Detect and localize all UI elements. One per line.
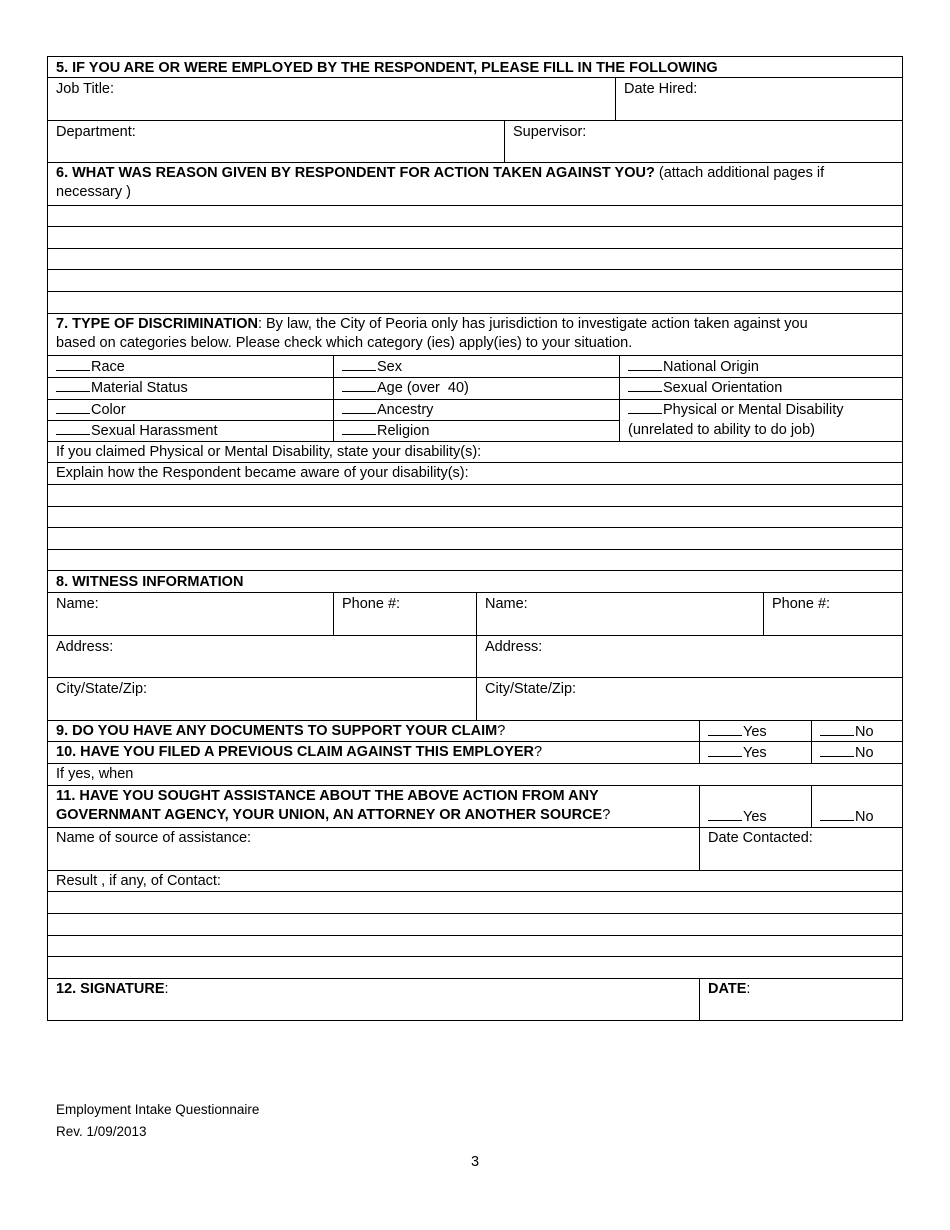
- disability-note: (unrelated to ability to do job): [628, 422, 815, 438]
- section11-no-label: No: [855, 809, 874, 825]
- signature-date-field[interactable]: [699, 979, 902, 1020]
- result-answer-line[interactable]: [47, 892, 903, 914]
- result-answer-line[interactable]: [47, 936, 903, 957]
- section5-heading-row: [47, 56, 903, 78]
- witness2-address-field[interactable]: Address:: [476, 636, 902, 677]
- witness2-phone-field[interactable]: Phone #:: [763, 593, 902, 635]
- checkbox-national-origin[interactable]: [620, 356, 902, 377]
- section6-heading: [48, 163, 902, 205]
- label-disability: Physical or Mental Disability: [663, 402, 844, 418]
- section9-heading: 9. DO YOU HAVE ANY DOCUMENTS TO SUPPORT YOUR CLAIM: [56, 723, 498, 739]
- label-sexual-orientation: Sexual Orientation: [663, 380, 783, 396]
- date-contacted-field[interactable]: Date Contacted:: [699, 828, 902, 870]
- section8-heading: 8. WITNESS INFORMATION: [56, 574, 244, 590]
- checkbox-age[interactable]: [334, 378, 619, 399]
- section7-heading-row: [47, 314, 903, 356]
- section10-yes[interactable]: [699, 742, 811, 763]
- witness2-name-field[interactable]: Name:: [476, 593, 763, 635]
- section11-heading-line2: GOVERNMANT AGENCY, YOUR UNION, AN ATTORNEY OR ANOTHER SOURCE: [56, 807, 603, 823]
- department-field[interactable]: Department:: [56, 124, 136, 140]
- label-ancestry: Ancestry: [377, 402, 434, 418]
- page-number: 3: [470, 1154, 480, 1170]
- checkbox-ancestry[interactable]: [334, 400, 619, 421]
- checkbox-color[interactable]: [48, 400, 333, 421]
- witness-name-row: [47, 593, 903, 636]
- section9-qmark: ?: [497, 723, 506, 739]
- section6-heading-note: (attach additional pages if: [654, 165, 825, 181]
- checkbox-religion[interactable]: [334, 421, 619, 442]
- section11-no[interactable]: [811, 786, 902, 827]
- section11-question: [48, 786, 699, 827]
- date-hired-field[interactable]: Date Hired:: [615, 78, 902, 120]
- disability-answer-line[interactable]: [47, 485, 903, 507]
- section9-yes[interactable]: [699, 721, 811, 741]
- label-sexual-harassment: Sexual Harassment: [91, 423, 218, 439]
- discrimination-grid: [47, 356, 903, 442]
- disability-state-field[interactable]: If you claimed Physical or Mental Disability, state your disability(s):: [56, 444, 482, 460]
- section10-qmark: ?: [534, 744, 543, 760]
- signature-field[interactable]: [48, 979, 699, 1020]
- section6-answer-line[interactable]: [47, 206, 903, 227]
- section9-yes-label: Yes: [743, 724, 767, 740]
- section6-answer-line[interactable]: [47, 249, 903, 270]
- job-title-field[interactable]: Job Title:: [56, 81, 115, 97]
- assistance-source-row: [47, 828, 903, 871]
- witness1-name-field[interactable]: Name:: [56, 596, 99, 612]
- section11-row: [47, 786, 903, 828]
- signature-row: [47, 979, 903, 1021]
- section6-heading-note2: necessary ): [56, 184, 131, 200]
- witness1-address-field[interactable]: Address:: [56, 639, 114, 655]
- checkbox-disability[interactable]: [620, 400, 902, 421]
- result-answer-line[interactable]: [47, 914, 903, 936]
- section9-no-label: No: [855, 724, 874, 740]
- section9-question: [48, 721, 699, 741]
- footer-title: Employment Intake Questionnaire: [56, 1102, 260, 1117]
- job-title-row: [47, 78, 903, 121]
- section11-yes-label: Yes: [743, 809, 767, 825]
- section10-heading: 10. HAVE YOU FILED A PREVIOUS CLAIM AGAINST THIS EMPLOYER: [56, 744, 535, 760]
- date-label: DATE: [708, 981, 747, 997]
- section6-answer-line[interactable]: [47, 227, 903, 249]
- disability-state-row: [47, 442, 903, 463]
- section6-answer-line[interactable]: [47, 292, 903, 314]
- checkbox-sexual-harassment[interactable]: [48, 421, 333, 442]
- if-yes-row: [47, 764, 903, 786]
- signature-label: 12. SIGNATURE: [56, 981, 165, 997]
- assistance-source-field[interactable]: Name of source of assistance:: [56, 830, 252, 846]
- witness1-phone-field[interactable]: Phone #:: [333, 593, 476, 635]
- section10-row: [47, 742, 903, 764]
- signature-colon: :: [164, 981, 169, 997]
- disability-explain-field[interactable]: Explain how the Respondent became aware of your disability(s):: [56, 465, 469, 481]
- if-yes-when-field[interactable]: If yes, when: [56, 766, 134, 782]
- checkbox-sex[interactable]: [334, 356, 619, 377]
- label-color: Color: [91, 402, 126, 418]
- result-field[interactable]: Result , if any, of Contact:: [56, 873, 221, 889]
- label-material-status: Material Status: [91, 380, 188, 396]
- disability-answer-line[interactable]: [47, 550, 903, 571]
- section10-no[interactable]: [811, 742, 902, 763]
- section11-heading-line1: 11. HAVE YOU SOUGHT ASSISTANCE ABOUT THE ABOVE ACTION FROM ANY: [56, 788, 599, 804]
- label-sex: Sex: [377, 359, 402, 375]
- checkbox-sexual-orientation[interactable]: [620, 378, 902, 399]
- section6-answer-line[interactable]: [47, 270, 903, 292]
- section6-heading-row: [47, 163, 903, 206]
- witness-city-row: [47, 678, 903, 721]
- result-answer-line[interactable]: [47, 957, 903, 979]
- disability-explain-row: [47, 463, 903, 485]
- result-row: [47, 871, 903, 892]
- footer-revision: Rev. 1/09/2013: [56, 1124, 147, 1139]
- section5-heading: 5. IF YOU ARE OR WERE EMPLOYED BY THE RESPONDENT, PLEASE FILL IN THE FOLLOWING: [56, 60, 718, 76]
- section9-row: [47, 721, 903, 742]
- section9-no[interactable]: [811, 721, 902, 741]
- label-race: Race: [91, 359, 125, 375]
- section10-no-label: No: [855, 745, 874, 761]
- date-colon: :: [746, 981, 751, 997]
- section10-yes-label: Yes: [743, 745, 767, 761]
- section10-question: [48, 742, 699, 763]
- department-row: [47, 121, 903, 163]
- section11-qmark: ?: [602, 807, 611, 823]
- section7-heading-bold: 7. TYPE OF DISCRIMINATION: [56, 316, 258, 332]
- disability-answer-line[interactable]: [47, 507, 903, 528]
- witness2-city-field[interactable]: City/State/Zip:: [476, 678, 902, 720]
- witness1-city-field[interactable]: City/State/Zip:: [56, 681, 148, 697]
- section8-heading-row: [47, 571, 903, 593]
- label-religion: Religion: [377, 423, 430, 439]
- witness-address-row: [47, 636, 903, 678]
- section7-heading-text: : By law, the City of Peoria only has jurisdiction to investigate action taken against you: [257, 316, 808, 332]
- supervisor-field[interactable]: Supervisor:: [504, 121, 902, 162]
- label-national-origin: National Origin: [663, 359, 759, 375]
- checkbox-race[interactable]: [48, 356, 333, 377]
- section11-yes[interactable]: [699, 786, 811, 827]
- section7-heading-text2: based on categories below. Please check which category (ies) apply(ies) to your situation.: [56, 335, 633, 351]
- checkbox-material-status[interactable]: [48, 378, 333, 399]
- label-age: Age (over 40): [377, 380, 469, 396]
- section7-heading: [48, 314, 902, 355]
- section6-heading-bold: 6. WHAT WAS REASON GIVEN BY RESPONDENT FOR ACTION TAKEN AGAINST YOU?: [56, 165, 655, 181]
- disability-answer-line[interactable]: [47, 528, 903, 550]
